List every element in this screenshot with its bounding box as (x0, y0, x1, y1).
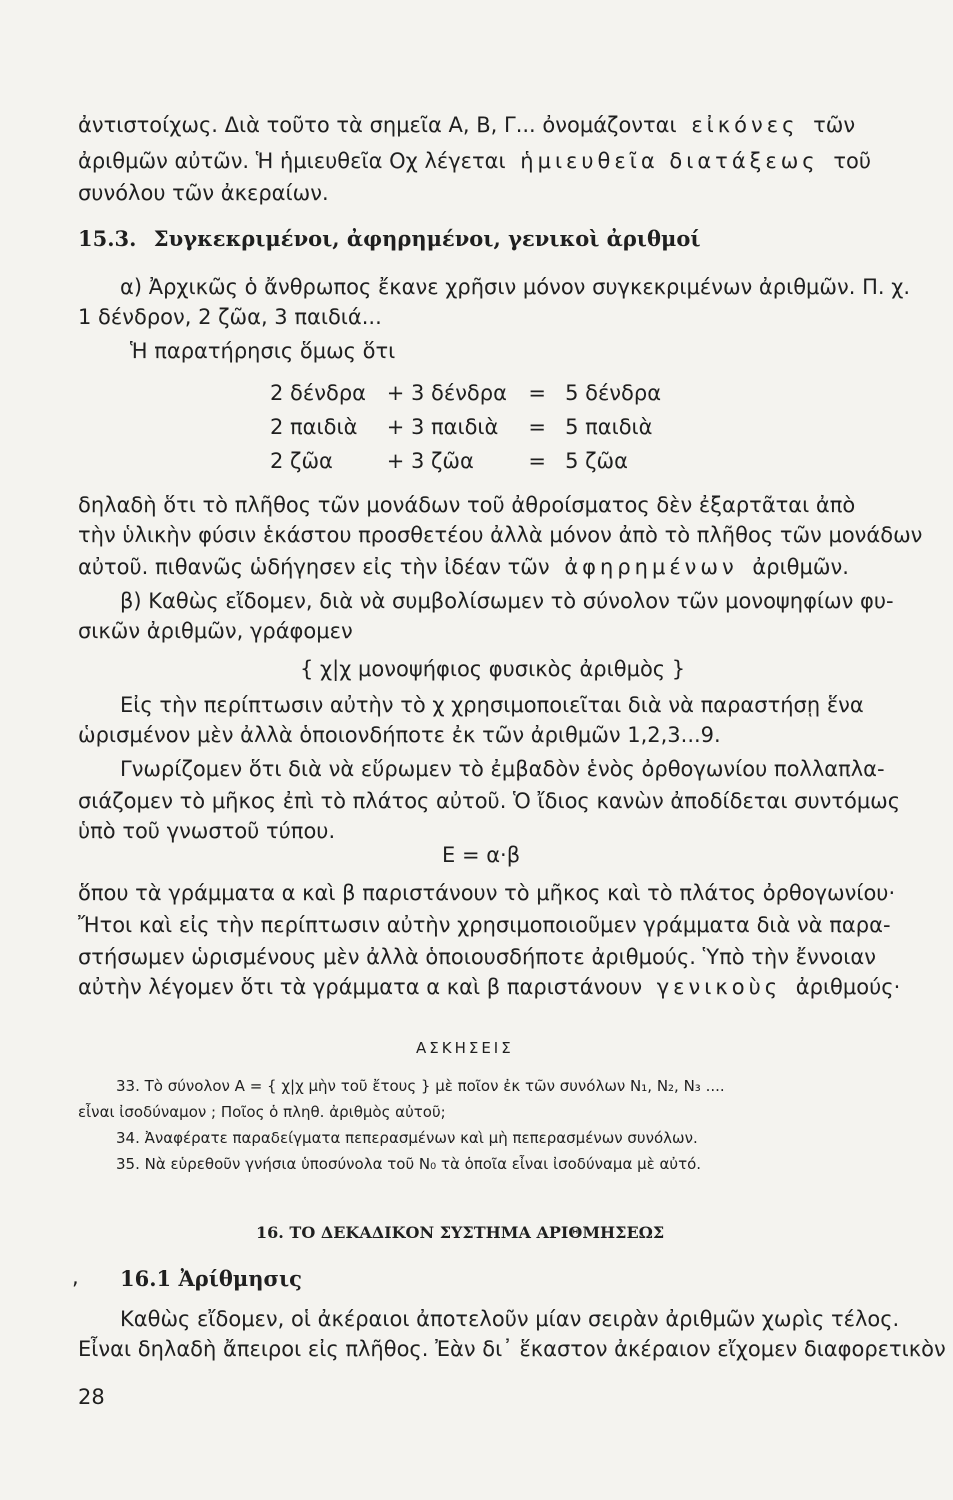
alpha-line-2: 1 δένδρον, 2 ζῶα, 3 παιδιά... (78, 305, 382, 329)
equation-left: 2 ζῶα (270, 449, 333, 473)
beta-line-7: ὑπὸ τοῦ γνωστοῦ τύπου. (78, 819, 336, 843)
equation-result: 5 δένδρα (565, 381, 662, 405)
section-16-line-1: Καθὼς εἴδομεν, οἱ ἀκέραιοι ἀποτελοῦν μίαν σειρὰν ἀριθμῶν χωρὶς τέλος. (120, 1307, 900, 1331)
equation-result: 5 ζῶα (565, 449, 628, 473)
para1-line-1: δηλαδὴ ὅτι τὸ πλῆθος τῶν μονάδων τοῦ ἀθροίσματος δὲν ἐξαρτᾶται ἀπὸ (78, 493, 856, 517)
text-line-2 (78, 148, 871, 174)
exercise-35: 35. Νὰ εὑρεθοῦν γνήσια ὑποσύνολα τοῦ Ν₀ τὰ ὁποῖα εἶναι ἰσοδύναμα μὲ αὐτό. (116, 1155, 702, 1173)
section-15-3-heading (78, 226, 701, 252)
alpha-line-3: Ἡ παρατήρησις ὅμως ὅτι (130, 339, 396, 363)
beta-line-5: Γνωρίζομεν ὅτι διὰ νὰ εὕρωμεν τὸ ἐμβαδὸν ἑνὸς ὀρθογωνίου πολλαπλα- (120, 757, 885, 781)
page-number: 28 (78, 1385, 105, 1409)
text-line-1 (78, 112, 855, 138)
equation-addend: + 3 ζῶα (386, 449, 474, 473)
beta-line-11 (78, 974, 900, 1000)
spaced-term: γενικοὺς (656, 975, 782, 999)
beta-line-1: β) Καθὼς εἴδομεν, διὰ νὰ συμβολίσωμεν τὸ σύνολον τῶν μονοψηφίων φυ- (120, 589, 894, 613)
text-segment: τοῦ (833, 149, 871, 173)
equation-left: 2 παιδιὰ (270, 415, 358, 439)
section-title: Συγκεκριμένοι, ἀφηρημένοι, γενικοὶ ἀριθμοί (153, 226, 701, 251)
text-segment: αὐτὴν λέγομεν ὅτι τὰ γράμματα α καὶ β παριστάνουν (78, 975, 643, 999)
text-segment: ἀριθμούς· (795, 975, 901, 999)
spaced-term: εἰκόνες (691, 113, 799, 137)
spaced-term: ἀφηρημένων (564, 555, 738, 579)
beta-line-3: Εἰς τὴν περίπτωσιν αὐτὴν τὸ χ χρησιμοποιεῖται διὰ νὰ παραστήσῃ ἕνα (120, 693, 864, 717)
equation-addend: + 3 παιδιὰ (386, 415, 499, 439)
beta-line-9: Ἤτοι καὶ εἰς τὴν περίπτωσιν αὐτὴν χρησιμοποιοῦμεν γράμματα διὰ νὰ παρα- (78, 913, 891, 937)
equation-row (270, 380, 661, 406)
alpha-line-1: α) Ἀρχικῶς ὁ ἄνθρωπος ἔκανε χρῆσιν μόνον συγκεκριμένων ἀριθμῶν. Π. χ. (120, 275, 911, 299)
exercise-33-line-2: εἶναι ἰσοδύναμον ; Ποῖος ὁ πληθ. ἀριθμὸς αὐτοῦ; (78, 1103, 446, 1121)
text-line-3: συνόλου τῶν ἀκεραίων. (78, 181, 329, 205)
spaced-term: ἡμιευθεῖα διατάξεως (520, 149, 819, 173)
text-segment: τῶν (813, 113, 856, 137)
text-segment: ἀριθμῶν. (752, 555, 849, 579)
text-segment: αὐτοῦ. πιθανῶς ὡδήγησεν εἰς τὴν ἰδέαν τῶν (78, 555, 550, 579)
chapter-16-heading: 16. ΤΟ ΔΕΚΑΔΙΚΟΝ ΣΥΣΤΗΜΑ ΑΡΙΘΜΗΣΕΩΣ (256, 1223, 665, 1242)
section-number: 15.3. (78, 226, 137, 251)
beta-line-4: ὡρισμένον μὲν ἀλλὰ ὁποιονδήποτε ἐκ τῶν ἀριθμῶν 1,2,3...9. (78, 723, 721, 747)
subsection-marker: , (72, 1265, 79, 1289)
area-formula: Ε = α·β (442, 843, 521, 867)
beta-line-2: σικῶν ἀριθμῶν, γράφομεν (78, 619, 353, 643)
equation-equals: = (528, 449, 546, 473)
para1-line-3 (78, 554, 849, 580)
equation-equals: = (528, 381, 546, 405)
para1-line-2: τὴν ὑλικὴν φύσιν ἑκάστου προσθετέου ἀλλὰ μόνον ἀπὸ τὸ πλῆθος τῶν μονάδων (78, 523, 923, 547)
equation-row (270, 448, 628, 474)
equation-row (270, 414, 653, 440)
beta-line-6: σιάζομεν τὸ μῆκος ἐπὶ τὸ πλάτος αὐτοῦ. Ὁ ἴδιος κανὼν ἀποδίδεται συντόμως (78, 789, 901, 813)
exercises-heading: ΑΣΚΗΣΕΙΣ (416, 1039, 514, 1057)
text-segment: ἀριθμῶν αὐτῶν. Ἡ ἡμιευθεῖα Οχ λέγεται (78, 149, 506, 173)
equation-left: 2 δένδρα (270, 381, 366, 405)
equation-result: 5 παιδιὰ (565, 415, 653, 439)
beta-line-8: ὅπου τὰ γράμματα α καὶ β παριστάνουν τὸ μῆκος καὶ τὸ πλάτος ὀρθογωνίου· (78, 881, 896, 905)
exercise-33-line-1: 33. Τὸ σύνολον Α = { χ|χ μὴν τοῦ ἔτους } μὲ ποῖον ἐκ τῶν συνόλων Ν₁, Ν₂, Ν₃ .... (116, 1077, 725, 1095)
text-segment: ἀντιστοίχως. Διὰ τοῦτο τὰ σημεῖα Α, Β, Γ... ὀνομάζονται (78, 113, 677, 137)
equation-addend: + 3 δένδρα (386, 381, 507, 405)
set-notation: { χ|χ μονοψήφιος φυσικὸς ἀριθμὸς } (300, 657, 686, 681)
beta-line-10: στήσωμεν ὡρισμένους μὲν ἀλλὰ ὁποιουσδήποτε ἀριθμούς. Ὑπὸ τὴν ἔννοιαν (78, 945, 876, 969)
section-16-line-2: Εἶναι δηλαδὴ ἄπειροι εἰς πλῆθος. Ἐὰν δι᾽ ἕκαστον ἀκέραιον εἴχομεν διαφορετικὸν (78, 1337, 946, 1361)
equation-equals: = (528, 415, 546, 439)
exercise-34: 34. Ἀναφέρατε παραδείγματα πεπερασμένων καὶ μὴ πεπερασμένων συνόλων. (116, 1129, 698, 1147)
subsection-16-1-title: 16.1 Ἀρίθμησις (120, 1266, 302, 1291)
